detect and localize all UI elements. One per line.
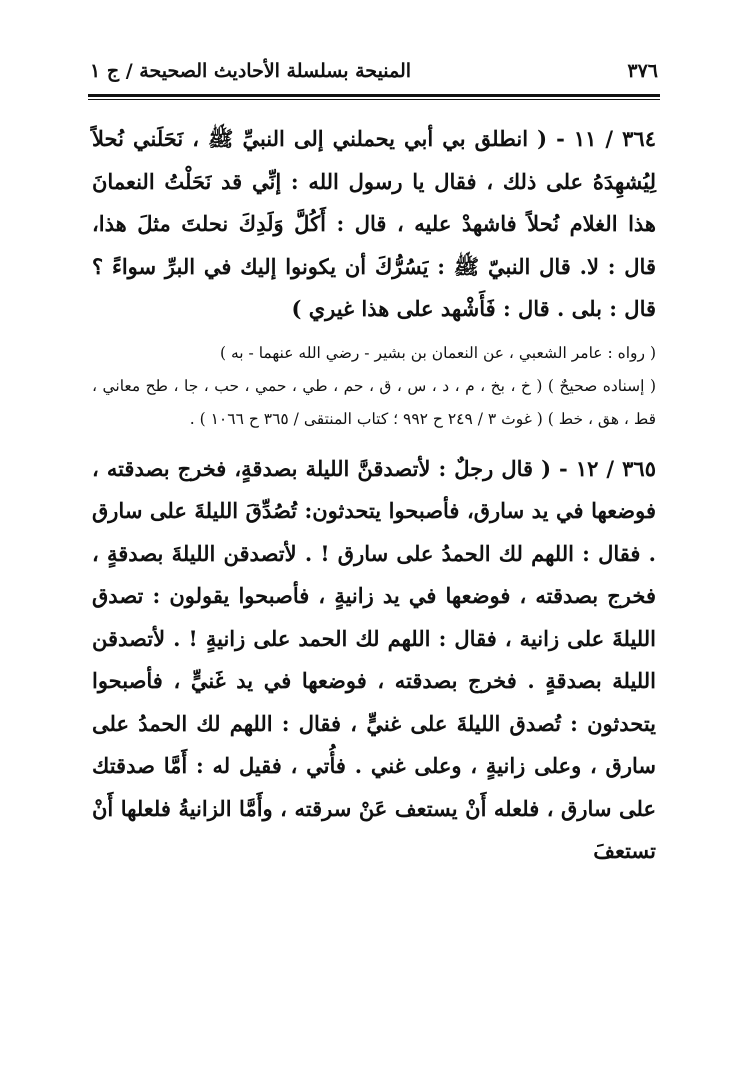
page-header bbox=[90, 60, 658, 90]
hadith-364-narration: ( رواه : عامر الشعبي ، عن النعمان بن بشير - رضي الله عنهما - به ) bbox=[220, 343, 656, 362]
header-rule bbox=[88, 94, 660, 97]
page-body bbox=[92, 118, 656, 873]
header-rule-thin bbox=[88, 99, 660, 100]
hadith-364-text: ٣٦٤ / ١١ - ( انطلق بي أبي يحملني إلى النبيِّ ﷺ ، نَحَلَني نُحلاً لِيُشهِدَهُ على ذلك ، فقال يا رسول الله : إنِّي قد نَحَلْتُ النعمانَ هذا الغلام نُحلاً فاشهدْ عليه ، قال : أَكُلَّ وَلَدِكَ نحلتَ مثلَ هذا، قال : لا. قال النبيّ ﷺ : يَسُرُّكَ أن يكونوا إليك في البرِّ سواءً ؟ قال : بلى . قال : فَأَشْهد على هذا غيري ) bbox=[92, 126, 656, 321]
page-number: ٣٧٦ bbox=[627, 60, 658, 82]
running-title: المنيحة بسلسلة الأحاديث الصحيحة / ج ١ bbox=[90, 60, 412, 82]
hadith-365-text: ٣٦٥ / ١٢ - ( قال رجلٌ : لأتصدقنَّ الليلة بصدقةٍ، فخرج بصدقته ، فوضعها في يد سارق، فأصبحوا يتحدثون: تُصُدِّقَ الليلةَ على سارق . فقال : اللهم لك الحمدُ على سارق ! . لأتصدقن الليلةَ بصدقةٍ ، فخرج بصدقته ، فوضعها في يد زانيةٍ ، فأصبحوا يقولون : تصدق الليلةَ على زانية ، فقال : اللهم لك الحمد على زانيةٍ ! . لأتصدقن الليلة بصدقةٍ . فخرج بصدقته ، فوضعها في يد غَنيٍّ ، فأصبحوا يتحدثون : تُصدق الليلةَ على غنيٍّ ، فقال : اللهم لك الحمدُ على سارق ، وعلى زانيةٍ ، وعلى غني . فأُتي ، فقيل له : أَمَّا صدقتك على سارق ، فلعله أَنْ يستعف عَنْ سرقته ، وأَمَّا الزانيةُ فلعلها أَنْ تستعفَ bbox=[92, 455, 656, 863]
hadith-364-grading: ( إسناده صحيحٌ ) ( خ ، بخ ، م ، د ، س ، ق ، حم ، طي ، حمي ، حب ، جا ، طح معاني ، قط ، هق ، خط ) ( غوث ٣ / ٢٤٩ ح ٩٩٢ ؛ كتاب المنتقى / ٣٦٥ ح ١٠٦٦ ) . bbox=[92, 376, 656, 428]
